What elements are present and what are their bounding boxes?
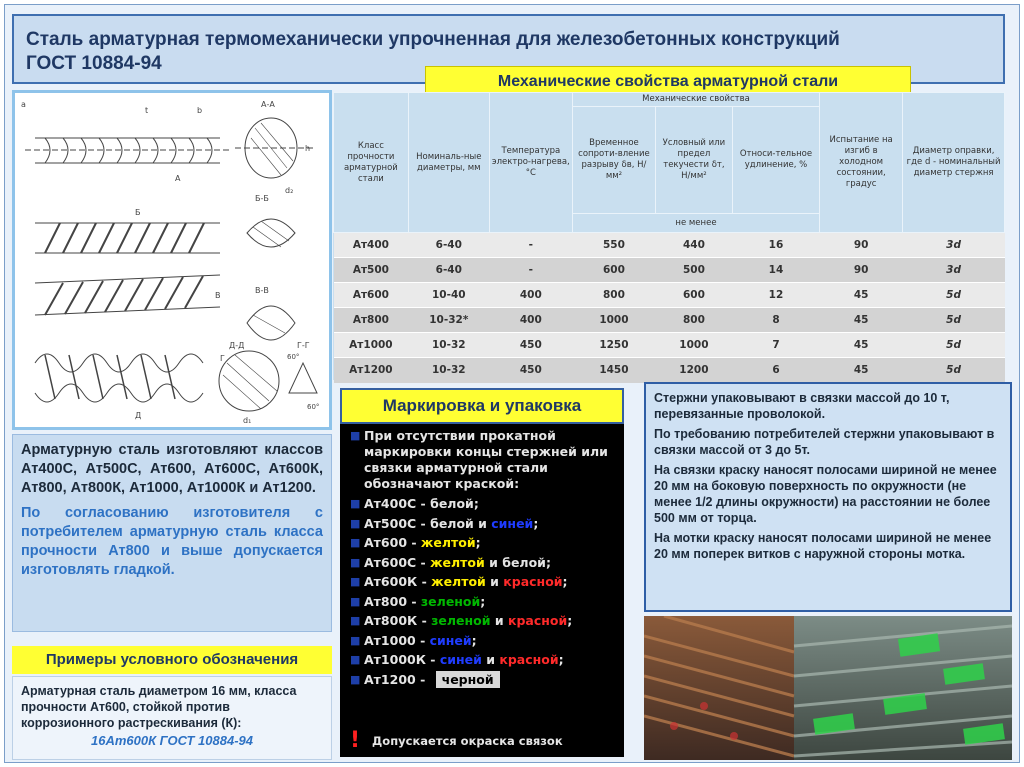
label-D: Д <box>135 411 142 420</box>
list-item: ■ Ат500С - белой и синей; <box>350 514 616 534</box>
warning-icon: ! <box>350 728 361 753</box>
packing-box <box>644 382 1012 612</box>
example-code: 16Ат600К ГОСТ 10884-94 <box>90 733 253 748</box>
header-bend: Испытание на изгиб в холодном состоянии, градус <box>820 93 903 233</box>
label-d2: d₂ <box>285 186 294 195</box>
label-B: Б <box>135 208 141 217</box>
packing-text-3: На связки краску наносят полосами шириной не менее 20 мм на боковую поверхность по окружности (не менее 1/2 длины окружности) на расстоянии не более 500 мм от торца. <box>654 463 997 525</box>
header-diameter: Номиналь-ные диаметры, мм <box>408 93 489 233</box>
label-section-gg: Г-Г <box>297 341 310 350</box>
marking-intro: ■ При отсутствии прокатной маркировки концы стержней или связки арматурной стали обозначают краской: <box>350 428 616 492</box>
label-t: t <box>145 106 149 115</box>
label-section-vv: В-В <box>255 286 269 295</box>
table-row: Ат800 10-32* 400 1000 800 8 45 5d <box>334 308 1005 333</box>
table-row: Ат500 6-40 - 600 500 14 90 3d <box>334 258 1005 283</box>
marking-footer: ! Допускается окраска связок <box>350 728 563 753</box>
examples-title: Примеры условного обозначения <box>12 646 332 674</box>
table-row: Ат600 10-40 400 800 600 12 45 5d <box>334 283 1005 308</box>
header-class: Класс прочности арматурной стали <box>334 93 409 233</box>
header-yield: Условный или предел текучести δт, Н/мм² <box>655 107 732 214</box>
table-row: Ат400 6-40 - 550 440 16 90 3d <box>334 233 1005 258</box>
list-item: ■ Ат800К - зеленой и красной; <box>350 611 616 631</box>
list-item: ■ Ат1200 - черной <box>350 670 616 690</box>
label-angle-2: 60° <box>307 403 320 411</box>
marking-list <box>350 494 616 689</box>
page-title: Сталь арматурная термомеханически упрочненная для железобетонных конструкций ГОСТ 10884-94 <box>26 29 840 74</box>
label-d1: d₁ <box>243 416 252 425</box>
list-item: ■ Ат600С - желтой и белой; <box>350 553 616 573</box>
label-b: b <box>197 106 203 115</box>
table-row: Ат1000 10-32 450 1250 1000 7 45 5d <box>334 333 1005 358</box>
header-temperature: Температура электро-нагрева, °С <box>489 93 572 233</box>
classes-text: Арматурную сталь изготовляют классов Ат400С, Ат500С, Ат600, Ат600С, Ат600К, Ат800, Ат800К, Ат1000, Ат1000К и Ат1200. <box>21 442 323 496</box>
list-item: ■ Ат1000К - синей и красной; <box>350 650 616 670</box>
list-item: ■ Ат400С - белой; <box>350 494 616 514</box>
packing-text-4: На мотки краску наносят полосами шириной не менее 20 мм поперек витков с наружной стороны мотка. <box>654 531 992 561</box>
packing-text-2: По требованию потребителей стержни упаковывают в связки массой от 3 до 5т. <box>654 427 995 457</box>
classes-description <box>12 434 332 632</box>
header-not-less: не менее <box>572 214 819 233</box>
list-item: ■ Ат600 - желтой; <box>350 533 616 553</box>
label-h: h <box>305 144 311 153</box>
smooth-bar-note: По согласованию изготовителя с потребителем арматурную сталь класса прочности Ат800 и выше допускается изготовлять гладкой. <box>21 505 323 578</box>
marking-box <box>340 424 624 757</box>
rebar-drawing-svg <box>15 93 329 427</box>
table-row: Ат1200 10-32 450 1450 1200 6 45 5d <box>334 358 1005 383</box>
list-item: ■ Ат800 - зеленой; <box>350 592 616 612</box>
header-elongation: Относи-тельное удлинение, % <box>732 107 819 214</box>
label-a: а <box>21 100 26 109</box>
packing-text-1: Стержни упаковывают в связки массой до 10 т, перевязанные проволокой. <box>654 391 950 421</box>
header-group: Механические свойства <box>572 93 819 107</box>
label-G: Г <box>220 354 225 363</box>
mechanical-properties-table <box>333 92 1005 380</box>
label-angle-1: 60° <box>287 353 300 361</box>
header-tensile: Временное сопроти-вление разрыву δв, Н/мм² <box>572 107 655 214</box>
rebar-drawing <box>12 90 332 430</box>
example-text: Арматурная сталь диаметром 16 мм, класса прочности Ат600, стойкой против коррозионного растрескивания (К): <box>21 684 297 730</box>
label-section-aa: А-А <box>261 100 275 109</box>
marking-title: Маркировка и упаковка <box>340 388 624 424</box>
label-section-bb: Б-Б <box>255 194 269 203</box>
rebar-bundles-photo <box>644 616 1012 760</box>
list-item: ■ Ат1000 - синей; <box>350 631 616 651</box>
header-mandrel: Диаметр оправки, где d - номинальный диаметр стержня <box>903 93 1005 233</box>
label-section-dd: Д-Д <box>229 341 245 350</box>
examples-box <box>12 676 332 760</box>
list-item: ■ Ат600К - желтой и красной; <box>350 572 616 592</box>
mechanical-properties-banner: Механические свойства арматурной стали <box>425 66 911 98</box>
label-A: А <box>175 174 181 183</box>
label-V: В <box>215 291 221 300</box>
